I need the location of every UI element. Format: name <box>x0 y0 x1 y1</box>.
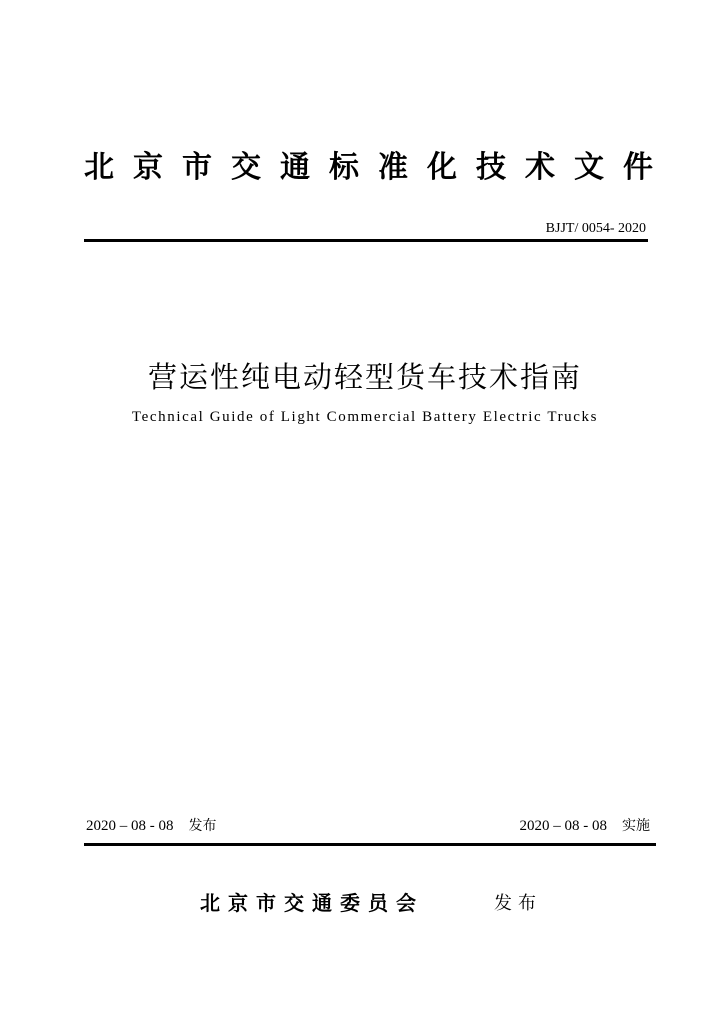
series-title: 北京市交通标准化技术文件 <box>84 150 672 185</box>
issuer-name: 北京市交通委员会 <box>200 891 424 915</box>
document-title-chinese: 营运性纯电动轻型货车技术指南 <box>147 360 582 394</box>
effective-label: 实施 <box>622 818 650 834</box>
effective-date: 2020 – 08 - 08 <box>519 818 607 834</box>
issue-date-block <box>86 816 217 836</box>
document-code: BJJT/ 0054- 2020 <box>545 221 646 236</box>
document-title-english: Technical Guide of Light Commercial Battery Electric Trucks <box>131 409 599 425</box>
issue-label: 发布 <box>188 818 217 834</box>
top-divider <box>84 239 648 242</box>
effective-date-block <box>520 816 651 836</box>
issuer-action: 发布 <box>494 893 542 914</box>
issue-date: 2020 – 08 - 08 <box>86 818 174 834</box>
bottom-divider <box>84 843 656 846</box>
